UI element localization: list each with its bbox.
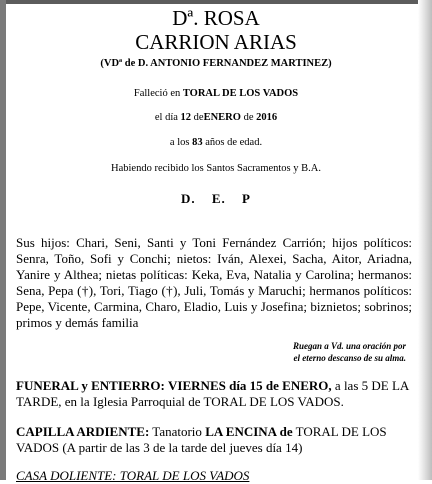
- sacraments-line: Habiendo recibido los Santos Sacramentos y B.A.: [111, 163, 321, 174]
- death-day: 12: [180, 112, 192, 123]
- funeral-label: FUNERAL y ENTIERRO:: [16, 378, 165, 393]
- funeral-details: a las 5 DE LA TARDE, en la Iglesia Parroquial de TORAL DE LOS VADOS.: [16, 378, 409, 409]
- death-year: 2016: [256, 112, 278, 123]
- death-month: ENERO: [203, 112, 241, 123]
- prayer-line2: el eterno descanso de su alma.: [293, 353, 406, 363]
- funeral-paragraph: [16, 378, 412, 410]
- chapel-details: TORAL DE LOS VADOS (A partir de las 3 de la tarde del jueves día 14): [16, 424, 387, 455]
- dep-heading: D. E. P: [181, 191, 251, 206]
- chapel-label: CAPILLA ARDIENTE:: [16, 424, 150, 439]
- family-paragraph: Sus hijos: Chari, Seni, Santi y Toni Fernández Carrión; hijos políticos: Senra, Toño, Sofi y Conchi; nietos: Iván, Alexei, Sacha, Aitor, Ariadna, Yanire y Althea; nietas políticas: Keka, Eva, Natalia y Carolina; hermanos: Sena, Pepa (†), Tori, Tiago (†), Juli, Tomás y Maruchi; hermanos políticos: Pepe, Vicente, Carmina, Charo, Eladio, Luis y Josefina; biznietos; sobrinos; primos y demás familia: [16, 235, 412, 330]
- mourning-house: CASA DOLIENTE: TORAL DE LOS VADOS: [16, 468, 250, 483]
- window-right-edge: [418, 0, 432, 480]
- widow-line: (VDª de D. ANTONIO FERNANDEZ MARTINEZ): [100, 58, 332, 69]
- deceased-title-name: Dª. ROSA: [172, 6, 260, 30]
- death-place: TORAL DE LOS VADOS: [182, 88, 299, 99]
- chapel-paragraph: CAPILLA ARDIENTE: Tanatorio LA ENCINA de TORAL DE LOS VADOS (A partir de las 3 de la tarde del jueves día 14): [16, 424, 387, 455]
- death-place-line: Falleció en TORAL DE LOS VADOS: [133, 88, 299, 99]
- prayer-line1: Ruegan a Vd. una oración por: [292, 341, 406, 351]
- age-value: 83: [192, 137, 203, 148]
- deceased-name-line2: CARRION ARIAS: [135, 30, 297, 54]
- deceased-name-line1: [0, 6, 432, 30]
- funeral-when: VIERNES día 15 de ENERO,: [168, 378, 332, 393]
- chapel-name: LA ENCINA de: [205, 424, 293, 439]
- age-line: a los 83 años de edad.: [169, 137, 263, 148]
- prayer-request: [206, 340, 406, 364]
- death-date-line: el día 12 deENERO de 2016: [154, 112, 278, 123]
